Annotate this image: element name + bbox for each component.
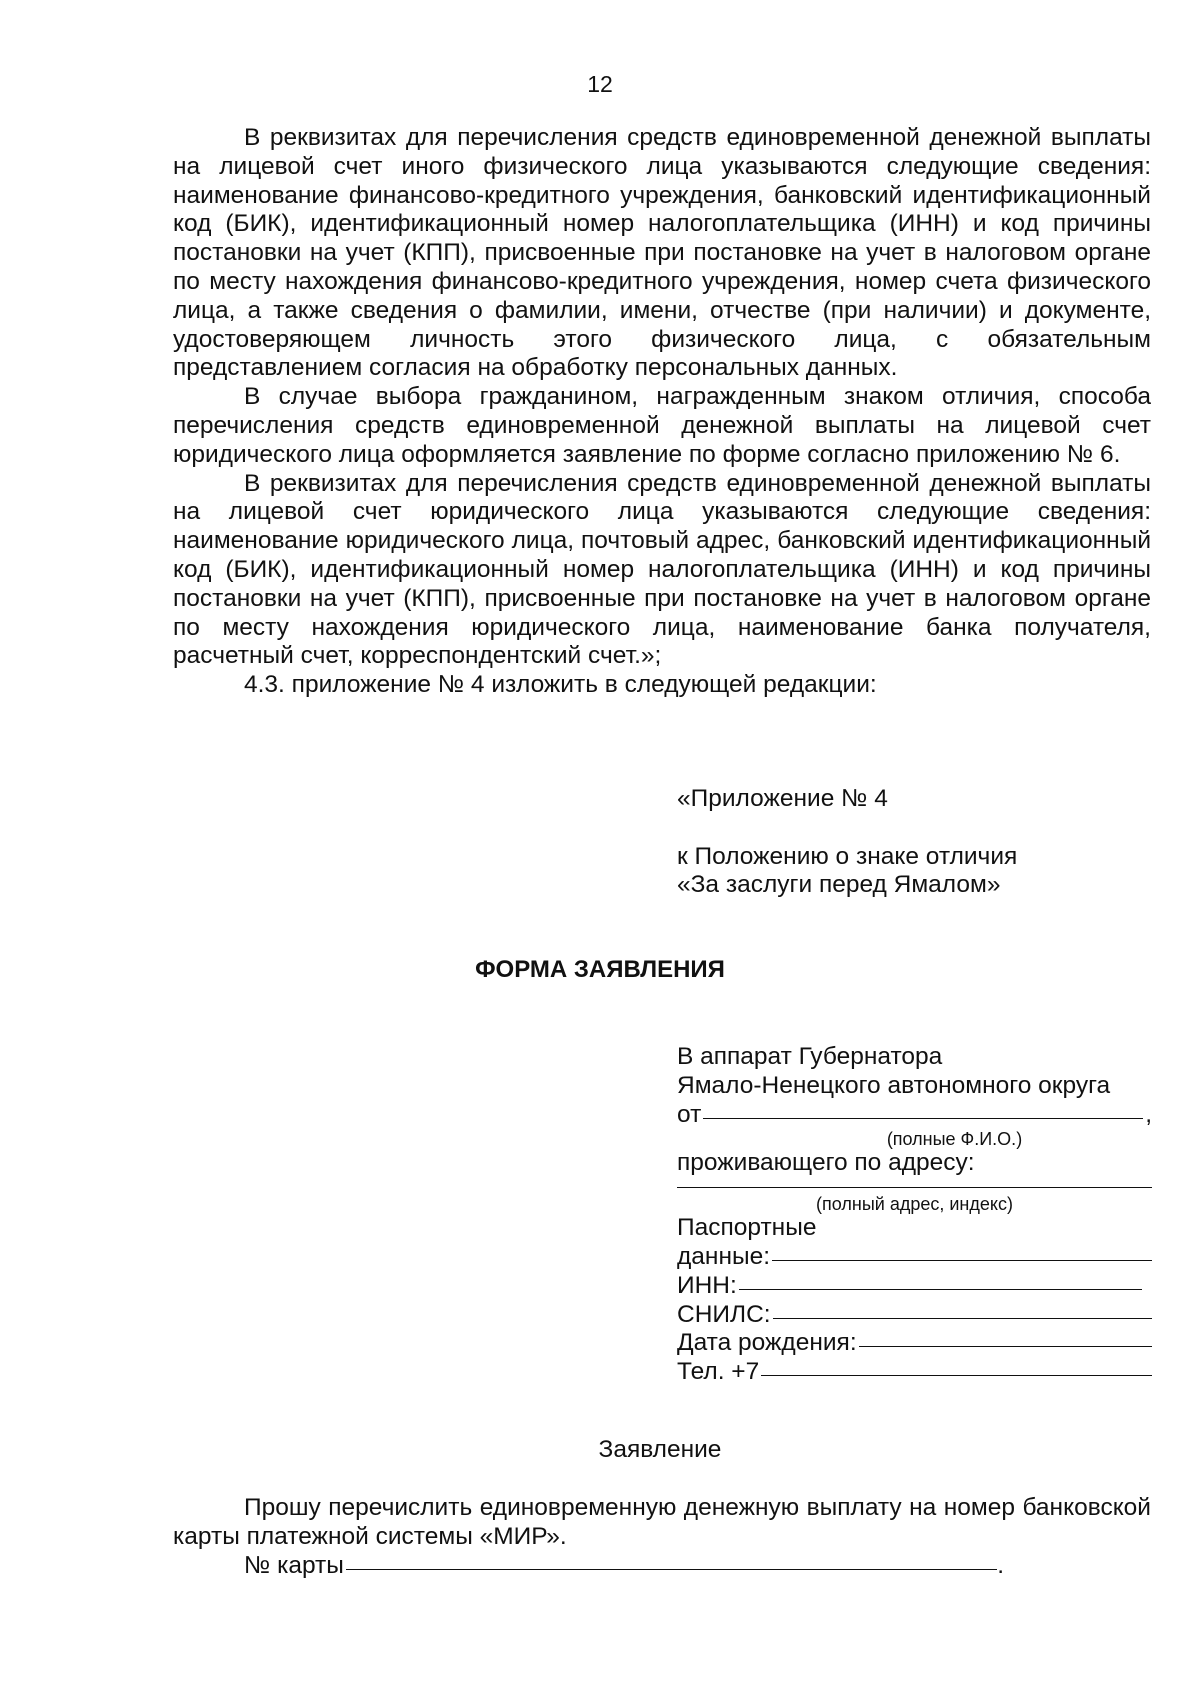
snils-line [677,1301,1152,1330]
paragraph-individual-account: В реквизитах для перечисления средств единовременной денежной выплаты на лицевой счет иного физического лица указываются следующие сведения: наименование финансово-кредитного учреждения, банковский идентификационный код (БИК), идентификационный номер налогоплательщика (ИНН) и код причины постановки на учет (КПП), присвоенные при постановке на учет в налоговом органе по месту нахождения финансово-кредитного учреждения, номер счета физического лица, а также сведения о фамилии, имени, отчестве (при наличии) и документе, удостоверяющем личность этого физического лица, с обязательным представлением согласия на обработку персональных данных. [173,124,1151,382]
phone-fill-line[interactable] [761,1374,1152,1376]
from-fill-line[interactable] [703,1117,1143,1119]
appendix-header [677,785,1157,900]
inn-label: ИНН: [677,1271,737,1299]
birth-label: Дата рождения: [677,1329,857,1357]
card-trail: . [997,1551,1004,1579]
appendix-line-1: к Положению о знаке отличия [677,842,1018,870]
page-number: 12 [587,71,613,97]
phone-label: Тел. +7 [677,1358,760,1386]
inn-line [677,1272,1142,1301]
form-title: ФОРМА ЗАЯВЛЕНИЯ [475,956,725,983]
passport-fill-line[interactable] [772,1259,1152,1261]
card-fill-line[interactable] [346,1568,997,1570]
body-text [173,124,1151,700]
request-block [173,1494,1151,1580]
passport-line [677,1243,1152,1272]
passport-label-1: Паспортные [677,1214,817,1242]
paragraph-amendment: 4.3. приложение № 4 изложить в следующей редакции: [244,671,877,699]
from-label: от [677,1100,702,1128]
addressee-block [677,1043,1152,1387]
paragraph-legal-entity-details: В реквизитах для перечисления средств единовременной денежной выплаты на лицевой счет юридического лица указываются следующие сведения: наименование юридического лица, почтовый адрес, банковский идентификационный код (БИК), идентификационный номер налогоплательщика (ИНН) и код причины постановки на учет (КПП), присвоенные при постановке на учет в налоговом органе по месту нахождения юридического лица, наименование банка получателя, расчетный счет, корреспондентский счет.»; [173,469,1151,670]
appendix-title: «Приложение № 4 [677,785,888,812]
addressee-line-2: Ямало-Ненецкого автономного округа [677,1071,1111,1099]
appendix-line-2: «За заслуги перед Ямалом» [677,871,1001,899]
card-number-line [173,1552,1004,1581]
snils-fill-line[interactable] [773,1317,1152,1319]
paragraph-legal-entity-choice: В случае выбора гражданином, награжденным знаком отличия, способа перечисления средств единовременной денежной выплаты на лицевой счет юридического лица оформляется заявление по форме согласно приложению № 6. [173,383,1151,468]
birth-date-line [677,1329,1152,1358]
address-line [677,1178,1152,1194]
address-fill-line[interactable] [677,1186,1152,1188]
birth-fill-line[interactable] [859,1345,1152,1347]
inn-fill-line[interactable] [739,1288,1142,1290]
passport-label-2: данные: [677,1242,771,1270]
phone-line [677,1358,1152,1387]
card-label: № карты [244,1551,344,1579]
address-caption: (полный адрес, индекс) [816,1194,1013,1215]
from-trail: , [1145,1100,1152,1128]
snils-label: СНИЛС: [677,1300,771,1328]
statement-heading: Заявление [598,1436,722,1463]
from-line [677,1101,1152,1130]
residing-label: проживающего по адресу: [677,1149,975,1177]
addressee-line-1: В аппарат Губернатора [677,1043,943,1070]
fio-caption: (полные Ф.И.О.) [886,1129,1023,1150]
request-text: Прошу перечислить единовременную денежную выплату на номер банковской карты платежной системы «МИР». [173,1494,1151,1550]
